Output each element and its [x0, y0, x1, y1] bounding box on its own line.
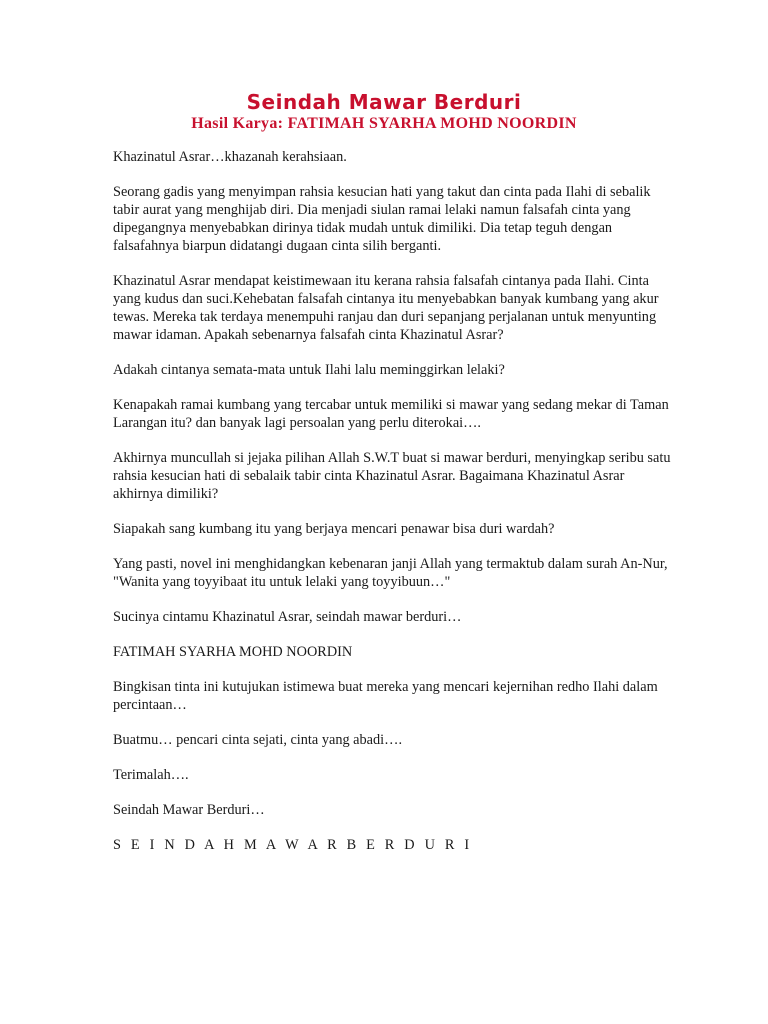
paragraph: Siapakah sang kumbang itu yang berjaya mencari penawar bisa duri wardah? — [113, 521, 555, 537]
paragraph: Buatmu… pencari cinta sejati, cinta yang abadi…. — [113, 732, 403, 748]
document-subtitle: Hasil Karya: FATIMAH SYARHA MOHD NOORDIN — [191, 115, 577, 132]
paragraph: Sucinya cintamu Khazinatul Asrar, seindah mawar berduri… — [113, 609, 462, 625]
document-title: Seindah Mawar Berduri — [246, 90, 522, 114]
author-name: FATIMAH SYARHA MOHD NOORDIN — [113, 644, 353, 660]
paragraph: Khazinatul Asrar…khazanah kerahsiaan. — [113, 149, 347, 165]
paragraph: Terimalah…. — [113, 767, 189, 783]
paragraph: Yang pasti, novel ini menghidangkan kebenaran janji Allah yang termaktub dalam surah An-Nur, "Wanita yang toyyibaat itu untuk lelaki yang toyyibuun…" — [113, 556, 668, 590]
document-body — [113, 148, 673, 871]
paragraph: Adakah cintanya semata-mata untuk Ilahi lalu meminggirkan lelaki? — [113, 362, 505, 378]
paragraph: Bingkisan tinta ini kutujukan istimewa buat mereka yang mencari kejernihan redho Ilahi dalam percintaan… — [113, 679, 658, 713]
paragraph: Akhirnya muncullah si jejaka pilihan Allah S.W.T buat si mawar berduri, menyingkap seribu satu rahsia kesucian hati di sebalaik tabir cinta Khazinatul Asrar. Bagaimana Khazinatul Asrar akhirnya dimiliki? — [113, 450, 671, 502]
paragraph: Seindah Mawar Berduri… — [113, 802, 265, 818]
spaced-title-line: S E I N D A H M A W A R B E R D U R I — [113, 837, 473, 853]
paragraph: Seorang gadis yang menyimpan rahsia kesucian hati yang takut dan cinta pada Ilahi di sebalik tabir aurat yang menghijab diri. Dia menjadi siulan ramai lelaki namun falsafah cinta yang dipegangnya menyebabkan dirinya tidak mudah untuk dimiliki. Dia tetap teguh dengan falsafahnya biarpun didatangi dugaan cinta silih berganti. — [113, 184, 651, 254]
paragraph: Kenapakah ramai kumbang yang tercabar untuk memiliki si mawar yang sedang mekar di Taman Larangan itu? dan banyak lagi persoalan yang perlu diterokai…. — [113, 397, 669, 431]
paragraph: Khazinatul Asrar mendapat keistimewaan itu kerana rahsia falsafah cintanya pada Ilahi. Cinta yang kudus dan suci.Kehebatan falsafah cintanya itu menyebabkan banyak kumbang yang akur tewas. Mereka tak terdaya menempuhi ranjau dan duri sepanjang perjalanan untuk menyunting mawar idaman. Apakah sebenarnya falsafah cinta Khazinatul Asrar? — [113, 273, 659, 343]
